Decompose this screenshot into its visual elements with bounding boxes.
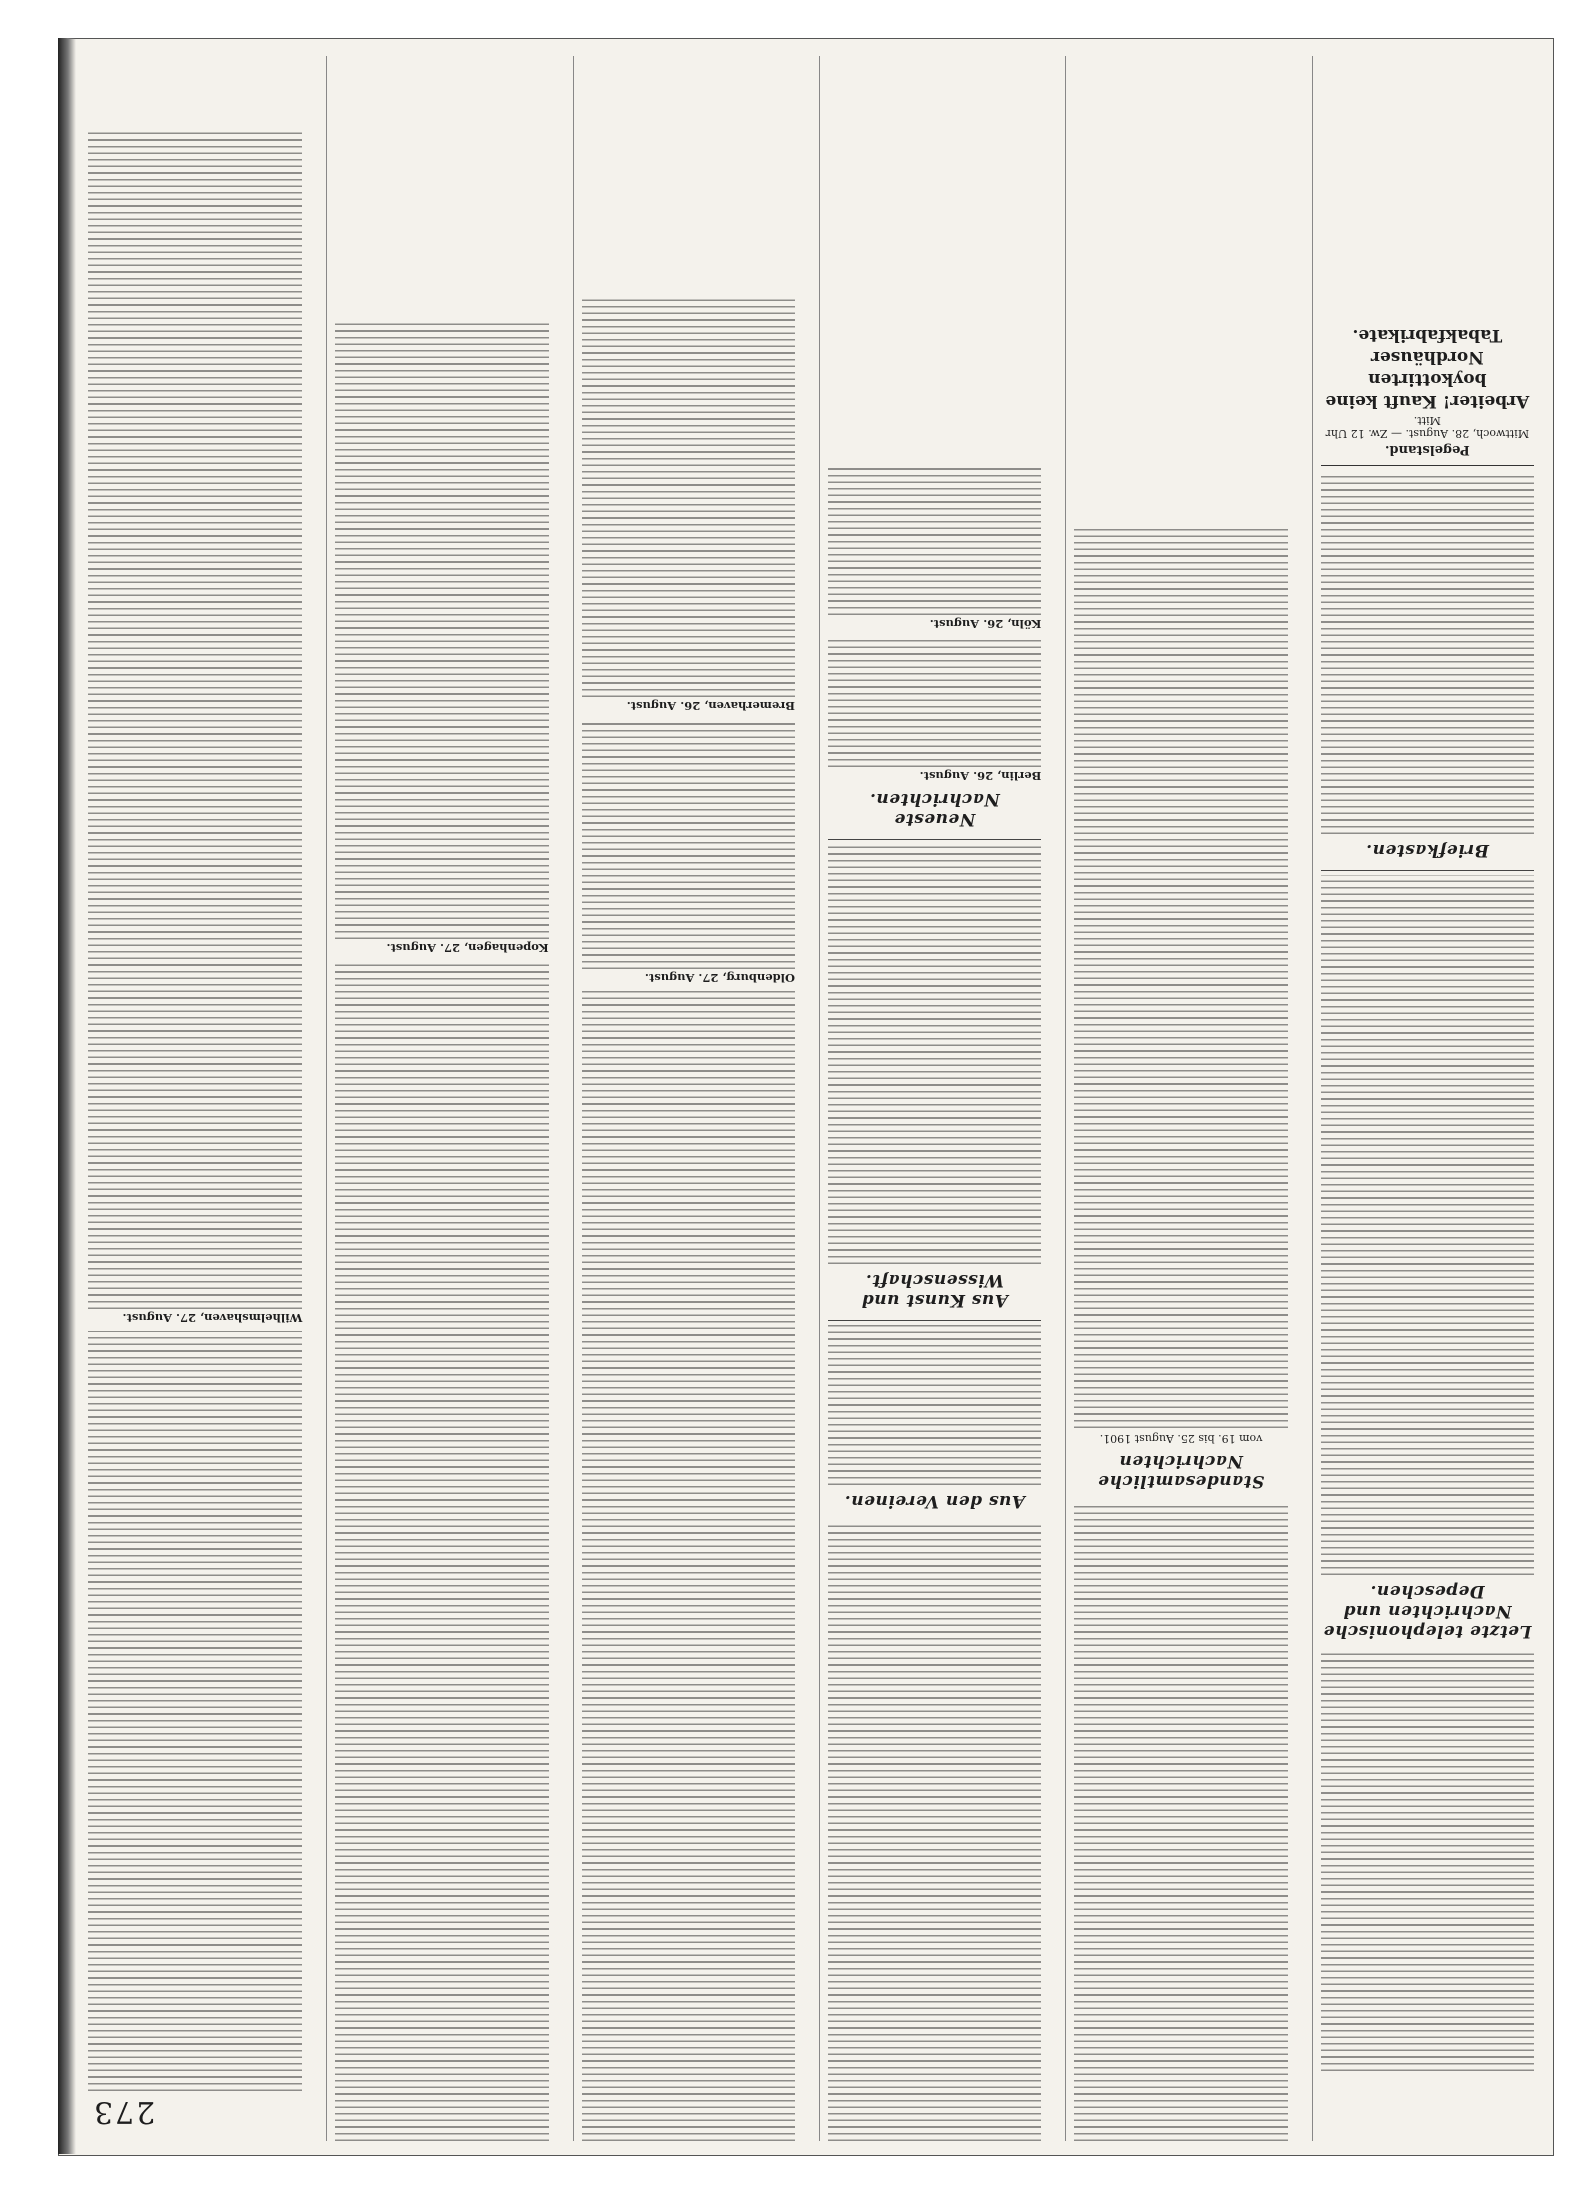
text-block (582, 297, 795, 697)
column-6 (80, 56, 308, 2141)
text-block (88, 129, 302, 1309)
text-block (1321, 1651, 1534, 2071)
divider (828, 839, 1041, 840)
section-heading-standesamt: Standesamtliche Nachrichten (1097, 1451, 1265, 1491)
section-heading-kunst-wissenschaft: Aus Kunst und Wissenschaft. (861, 1270, 1008, 1310)
section-heading-aus-den-vereinen: Aus den Vereinen. (844, 1491, 1026, 1511)
article-dateline-kopenhagen: Kopenhagen, 27. August. (386, 941, 549, 955)
column-1 (1312, 56, 1540, 2141)
text-block (88, 1331, 302, 2091)
column-4 (573, 56, 801, 2141)
article-dateline-koeln: Köln, 26. August. (929, 617, 1042, 631)
column-5 (326, 56, 554, 2141)
divider (828, 1320, 1041, 1321)
binding-shadow (58, 38, 76, 2154)
article-dateline-bremerhaven: Bremerhaven, 26. August. (626, 699, 796, 713)
text-block (828, 1521, 1041, 2141)
article-dateline-berlin: Berlin, 26. August. (919, 769, 1042, 783)
advertisement (1321, 318, 1534, 466)
text-block (828, 844, 1041, 1264)
text-block (828, 465, 1041, 615)
divider (1321, 870, 1534, 871)
ad-line: Mittwoch, 28. August. — Zw. 12 Uhr Mitt. (1325, 414, 1530, 440)
section-subheading-standesamt: vom 19. bis 25. August 1901. (1099, 1432, 1263, 1445)
text-block (1074, 528, 1287, 1428)
text-block (582, 719, 795, 969)
text-block (828, 637, 1041, 767)
text-block (335, 961, 548, 2141)
article-dateline-wilhelmshaven: Wilhelmshaven, 27. August. (122, 1311, 303, 1325)
article-dateline-oldenburg: Oldenburg, 27. August. (644, 971, 796, 985)
text-block (1321, 875, 1534, 1575)
newspaper-page-upside-down (80, 56, 1540, 2141)
newspaper-columns (80, 56, 1540, 2141)
column-3 (819, 56, 1047, 2141)
text-block (1074, 1501, 1287, 2141)
text-block (1321, 474, 1534, 834)
ad-title: Arbeiter! Kauft keine boykottirten Nordhäuser Tabakfabrikate. (1325, 325, 1530, 411)
text-block (582, 991, 795, 2141)
page-number: 273 (92, 2094, 156, 2129)
section-heading-letzte-nachrichten: Letzte telephonische Nachrichten und Depeschen. (1323, 1581, 1532, 1641)
section-heading-neueste-nachrichten: Neueste Nachrichten. (869, 789, 1000, 829)
ad-heading: Pegelstand. (1384, 442, 1470, 457)
section-heading-briefkasten: Briefkasten. (1365, 840, 1489, 860)
text-block (828, 1325, 1041, 1485)
text-block (335, 319, 548, 939)
column-2 (1065, 56, 1293, 2141)
